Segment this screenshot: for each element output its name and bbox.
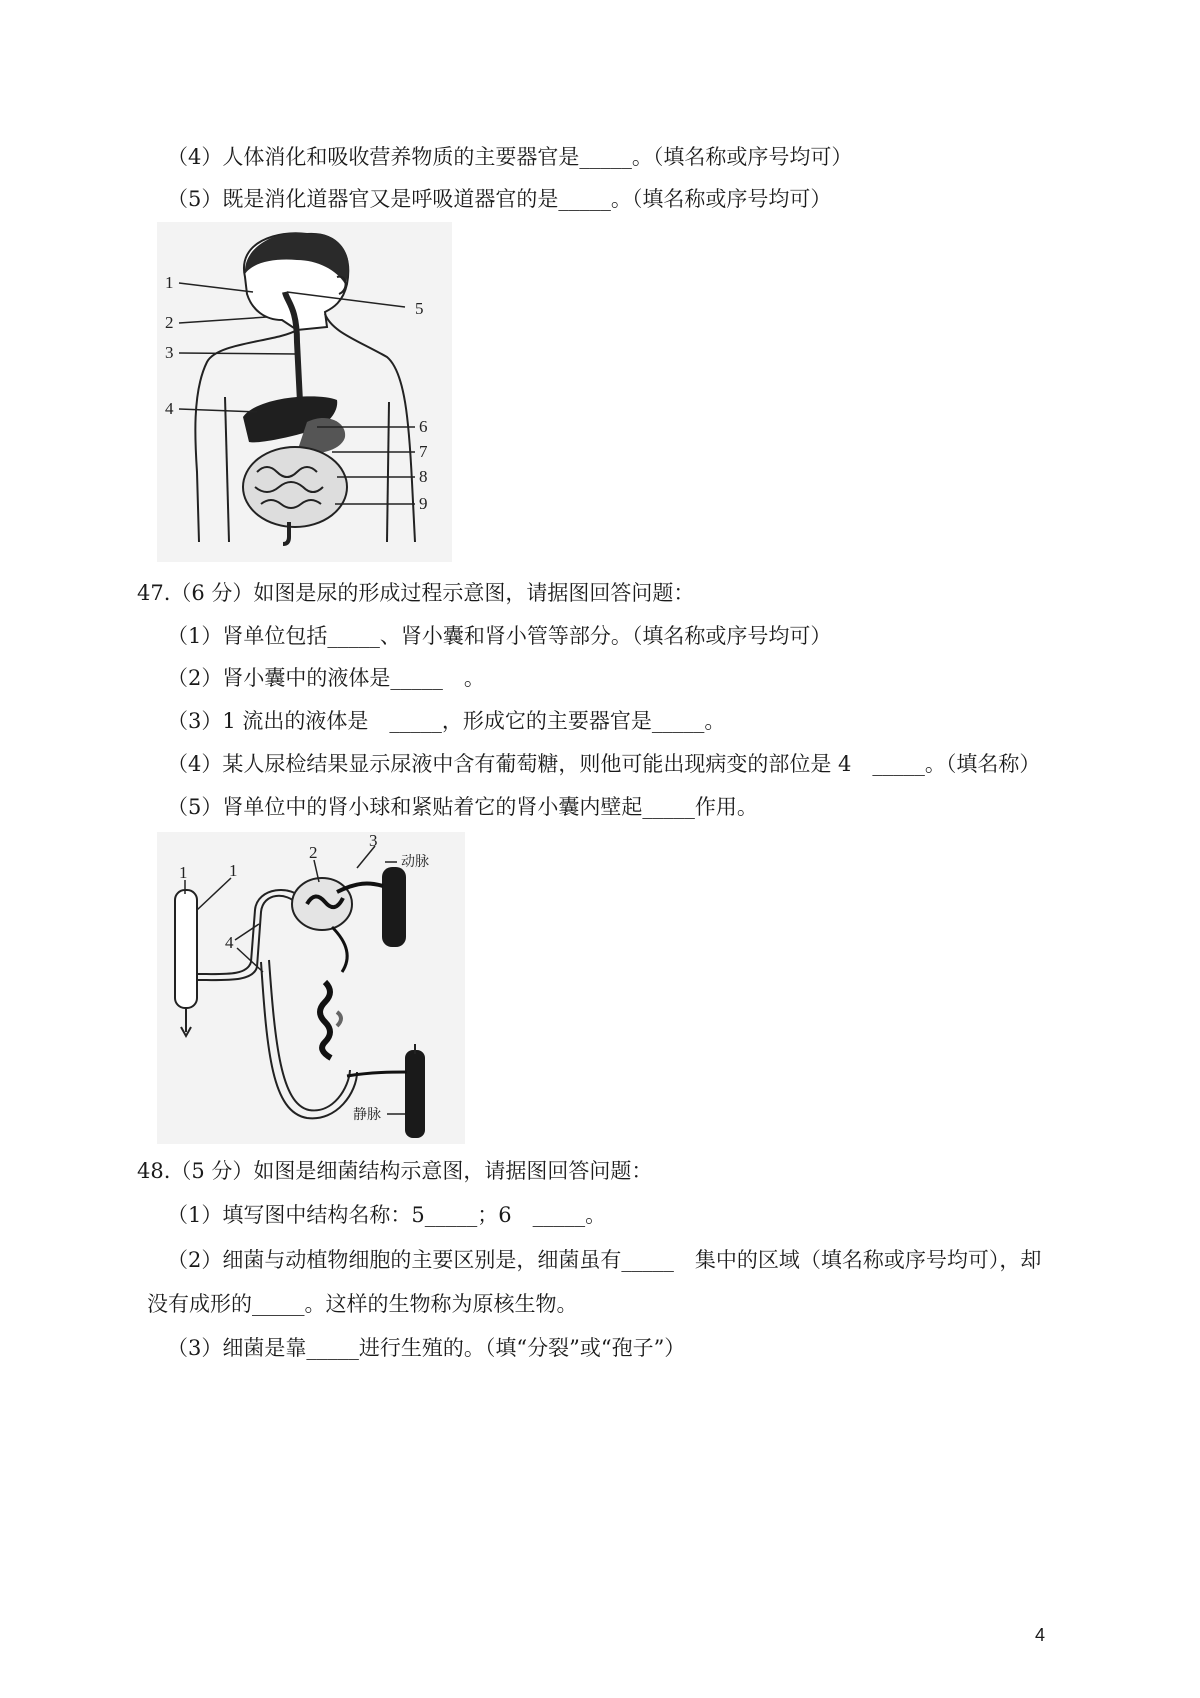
- q48-part2-line2: 没有成形的_____。这样的生物称为原核生物。: [147, 1292, 578, 1316]
- q48-part1: （1）填写图中结构名称：5_____；6 _____。: [167, 1203, 607, 1227]
- nephron-label-2: 2: [309, 843, 318, 862]
- q47-part1: （1）肾单位包括_____、肾小囊和肾小管等部分。（填名称或序号均可）: [167, 624, 832, 648]
- digestive-label-2: 2: [165, 313, 174, 332]
- q48-part2-line1: （2）细菌与动植物细胞的主要区别是，细菌虽有_____ 集中的区域（填名称或序号均可），却: [167, 1248, 1042, 1272]
- page-number: 4: [1034, 1625, 1045, 1645]
- nephron-label-1b: 1: [229, 861, 238, 880]
- digestive-label-8: 8: [419, 467, 428, 486]
- q48-part3: （3）细菌是靠_____进行生殖的。（填“分裂”或“孢子”）: [167, 1336, 686, 1360]
- digestive-label-3: 3: [165, 343, 174, 362]
- nephron-figure: [157, 832, 465, 1144]
- q46-part5: （5）既是消化道器官又是呼吸道器官的是_____。（填名称或序号均可）: [167, 187, 832, 211]
- q47-part4: （4）某人尿检结果显示尿液中含有葡萄糖，则他可能出现病变的部位是 4 _____。（填名称）: [167, 752, 1041, 776]
- nephron-label-3: 3: [369, 832, 378, 850]
- q46-part4: （4）人体消化和吸收营养物质的主要器官是_____。（填名称或序号均可）: [167, 145, 853, 169]
- digestive-label-5: 5: [415, 299, 424, 318]
- nephron-label-4: 4: [225, 933, 234, 952]
- digestive-label-1: 1: [165, 273, 174, 292]
- q47-part5: （5）肾单位中的肾小球和紧贴着它的肾小囊内壁起_____作用。: [167, 795, 758, 819]
- digestive-label-4: 4: [165, 399, 174, 418]
- digestive-label-9: 9: [419, 494, 428, 513]
- artery-label: 动脉: [401, 854, 429, 870]
- digestive-label-6: 6: [419, 417, 428, 436]
- digestive-system-figure: [157, 222, 452, 562]
- vein-label: 静脉: [353, 1107, 381, 1123]
- q47-part3: （3）1 流出的液体是 _____，形成它的主要器官是_____。: [167, 709, 726, 733]
- q47-part2: （2）肾小囊中的液体是_____ 。: [167, 666, 485, 690]
- nephron-label-1a: 1: [179, 863, 188, 882]
- q47-stem: 47.（6 分）如图是尿的形成过程示意图，请据图回答问题：: [137, 581, 695, 605]
- q48-stem: 48.（5 分）如图是细菌结构示意图，请据图回答问题：: [137, 1159, 653, 1183]
- digestive-label-7: 7: [419, 442, 428, 461]
